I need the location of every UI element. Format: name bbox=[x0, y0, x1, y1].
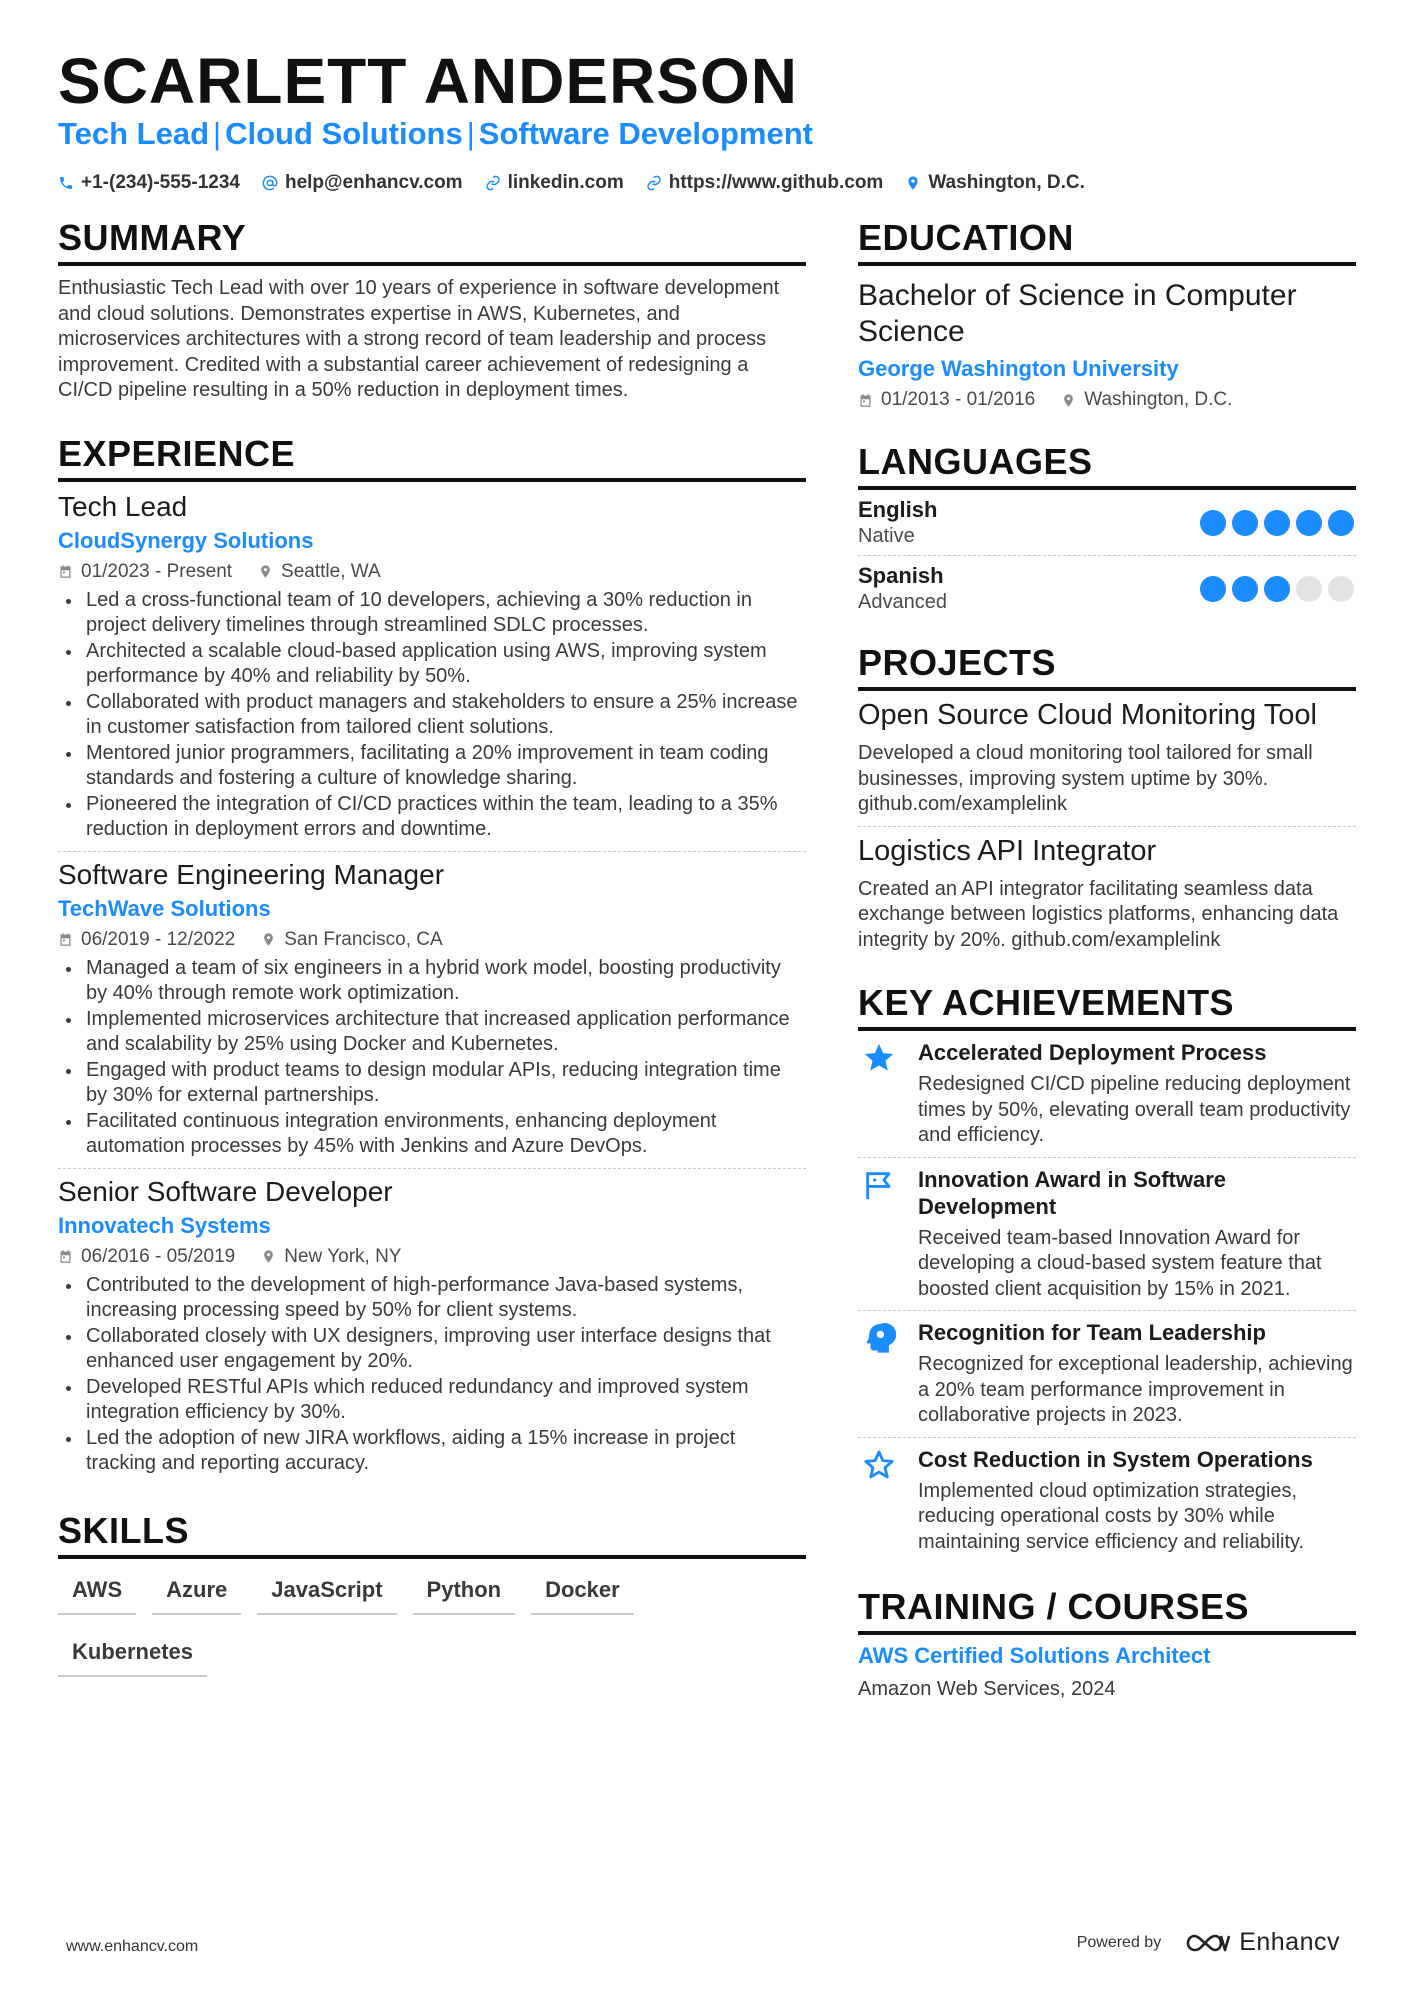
candidate-name: SCARLETT ANDERSON bbox=[58, 45, 798, 117]
achievement-title: Cost Reduction in System Operations bbox=[918, 1446, 1313, 1472]
project-description: Developed a cloud monitoring tool tailored for small businesses, improving system uptime by 30%. github.com/examplelink bbox=[858, 742, 1313, 815]
right-column bbox=[858, 218, 1356, 1703]
rating-dot-filled bbox=[1296, 510, 1322, 536]
enhancv-logo-icon bbox=[1185, 1932, 1231, 1954]
headline-focus-1: Cloud Solutions bbox=[225, 116, 463, 151]
training-heading: TRAINING / COURSES bbox=[858, 1587, 1356, 1635]
calendar-icon bbox=[858, 393, 873, 408]
job-title: Senior Software Developer bbox=[58, 1175, 393, 1207]
job-title: Software Engineering Manager bbox=[58, 858, 445, 890]
job-dates-text: 06/2016 - 05/2019 bbox=[81, 1245, 236, 1267]
education-location-text: Washington, D.C. bbox=[1084, 389, 1233, 410]
achievement-title: Recognition for Team Leadership bbox=[918, 1320, 1266, 1345]
job-meta bbox=[58, 926, 806, 954]
languages-heading: LANGUAGES bbox=[858, 442, 1356, 490]
training-section bbox=[858, 1587, 1356, 1703]
job-company: CloudSynergy Solutions bbox=[58, 527, 314, 553]
location-text: Washington, D.C. bbox=[928, 172, 1085, 193]
education-degree: Bachelor of Science in Computer Science bbox=[858, 279, 1297, 348]
job-dates bbox=[58, 1243, 235, 1271]
rating-dot-filled bbox=[1232, 576, 1258, 602]
job-dates-text: 01/2023 - Present bbox=[81, 560, 233, 582]
contact-phone[interactable] bbox=[58, 172, 240, 194]
location-pin-icon bbox=[905, 175, 921, 191]
phone-text: +1-(234)-555-1234 bbox=[81, 172, 240, 193]
course-title: AWS Certified Solutions Architect bbox=[858, 1643, 1211, 1668]
headline-separator: | bbox=[466, 116, 475, 151]
achievement-entry bbox=[858, 1310, 1356, 1437]
project-title: Logistics API Integrator bbox=[858, 834, 1157, 867]
education-meta bbox=[858, 386, 1356, 414]
job-dates bbox=[58, 558, 232, 586]
job-company: Innovatech Systems bbox=[58, 1212, 271, 1238]
linkedin-text: linkedin.com bbox=[507, 172, 624, 193]
language-level: Native bbox=[858, 525, 915, 547]
achievement-title: Innovation Award in Software Development bbox=[918, 1166, 1227, 1219]
job-location-text: Seattle, WA bbox=[281, 560, 381, 582]
flag-icon bbox=[862, 1168, 896, 1202]
footer-branding bbox=[1077, 1928, 1340, 1957]
job-bullets bbox=[58, 956, 806, 1160]
rating-dot-filled bbox=[1264, 510, 1290, 536]
job-bullets bbox=[58, 588, 806, 843]
project-entry bbox=[858, 826, 1356, 962]
achievement-title: Accelerated Deployment Process bbox=[918, 1040, 1267, 1065]
job-entry bbox=[58, 1168, 806, 1485]
achievement-entry bbox=[858, 1031, 1356, 1157]
language-name: English bbox=[858, 497, 938, 522]
head-icon bbox=[862, 1321, 896, 1355]
email-text: help@enhancv.com bbox=[284, 172, 463, 193]
job-meta bbox=[58, 558, 806, 586]
contact-bar bbox=[58, 168, 1085, 198]
job-bullet: Collaborated closely with UX designers, improving user interface designs that enhanced user engagement by 20%. bbox=[58, 1324, 806, 1375]
rating-dot-empty bbox=[1296, 576, 1322, 602]
brand-logo[interactable] bbox=[1185, 1928, 1340, 1957]
achievement-description: Recognized for exceptional leadership, achieving a 20% team performance improvement in collaborative projects in 2023. bbox=[918, 1353, 1353, 1426]
job-bullet: Led the adoption of new JIRA workflows, aiding a 15% increase in project tracking and reporting accuracy. bbox=[58, 1426, 806, 1477]
location-pin-icon bbox=[1061, 393, 1076, 408]
headline-focus-2: Software Development bbox=[478, 116, 813, 151]
job-bullet: Developed RESTful APIs which reduced redundancy and improved system integration efficiency by 30%. bbox=[58, 1375, 806, 1426]
skill-tag: JavaScript bbox=[257, 1569, 396, 1615]
rating-dot-filled bbox=[1200, 510, 1226, 536]
skills-heading: SKILLS bbox=[58, 1511, 806, 1559]
job-entry bbox=[58, 851, 806, 1168]
achievement-description: Received team-based Innovation Award for developing a cloud-based system feature that boosted client acquisition by 15% in 2021. bbox=[918, 1226, 1322, 1300]
projects-section bbox=[858, 643, 1356, 961]
job-location bbox=[258, 558, 381, 586]
job-location-text: New York, NY bbox=[284, 1245, 402, 1267]
language-rating bbox=[1200, 576, 1354, 602]
achievement-description: Implemented cloud optimization strategies, reducing operational costs by 30% while maintaining service efficiency and reliability. bbox=[918, 1479, 1305, 1553]
github-text: https://www.github.com bbox=[668, 172, 884, 193]
achievements-section bbox=[858, 983, 1356, 1563]
language-row bbox=[858, 490, 1356, 555]
language-rating bbox=[1200, 510, 1354, 536]
skill-tag: Kubernetes bbox=[58, 1631, 207, 1677]
job-location bbox=[261, 1243, 401, 1271]
job-entry bbox=[58, 490, 806, 851]
job-location-text: San Francisco, CA bbox=[284, 928, 443, 950]
education-dates-text: 01/2013 - 01/2016 bbox=[881, 389, 1036, 410]
summary-text: Enthusiastic Tech Lead with over 10 years of experience in software development and cloud solutions. Demonstrates expertise in AWS, Kubernetes, and microservices architectures with a strong record of team leadership and process improvement. Credited with a substantial career achievement of redesigning a CI/CD pipeline resulting in a 50% reduction in deployment times. bbox=[58, 277, 780, 401]
skill-tag: Azure bbox=[152, 1569, 241, 1615]
job-dates bbox=[58, 926, 235, 954]
education-location bbox=[1061, 386, 1232, 414]
calendar-icon bbox=[58, 564, 73, 579]
job-company: TechWave Solutions bbox=[58, 895, 271, 921]
achievement-description: Redesigned CI/CD pipeline reducing deployment times by 50%, elevating overall team productivity and efficiency. bbox=[918, 1073, 1351, 1146]
brand-name: Enhancv bbox=[1239, 1928, 1340, 1956]
job-bullet: Facilitated continuous integration environments, enhancing deployment automation processes by 45% with Jenkins and Azure DevOps. bbox=[58, 1109, 806, 1160]
projects-heading: PROJECTS bbox=[858, 643, 1356, 691]
rating-dot-empty bbox=[1328, 576, 1354, 602]
job-location bbox=[261, 926, 442, 954]
headline-separator: | bbox=[213, 116, 222, 151]
rating-dot-filled bbox=[1328, 510, 1354, 536]
achievements-heading: KEY ACHIEVEMENTS bbox=[858, 983, 1356, 1031]
contact-location bbox=[905, 172, 1085, 194]
job-bullet: Implemented microservices architecture that increased application performance and scalability by 25% using Docker and Kubernetes. bbox=[58, 1007, 806, 1058]
languages-section bbox=[858, 442, 1356, 621]
powered-by-text: Powered by bbox=[1076, 1933, 1162, 1951]
at-sign-icon bbox=[262, 175, 278, 191]
headline-role: Tech Lead bbox=[58, 116, 210, 151]
job-bullet: Led a cross-functional team of 10 developers, achieving a 30% reduction in project delivery timelines through streamlined SDLC processes. bbox=[58, 588, 806, 639]
phone-icon bbox=[58, 175, 74, 191]
job-bullet: Architected a scalable cloud-based application using AWS, improving system performance by 40% and reliability by 50%. bbox=[58, 639, 806, 690]
link-icon bbox=[485, 175, 501, 191]
language-row bbox=[858, 555, 1356, 621]
experience-section bbox=[58, 434, 806, 1485]
skills-section bbox=[58, 1511, 806, 1677]
job-bullet: Mentored junior programmers, facilitating a 20% improvement in team coding standards and fostering a culture of knowledge sharing. bbox=[58, 741, 806, 792]
project-entry bbox=[858, 691, 1356, 826]
left-column bbox=[58, 218, 806, 1677]
skills-list bbox=[58, 1569, 778, 1677]
job-title: Tech Lead bbox=[58, 490, 188, 522]
location-pin-icon bbox=[261, 1249, 276, 1264]
job-dates-text: 06/2019 - 12/2022 bbox=[81, 928, 236, 950]
job-bullet: Engaged with product teams to design modular APIs, reducing integration time by 30% for external partnerships. bbox=[58, 1058, 806, 1109]
job-bullets bbox=[58, 1273, 806, 1477]
language-name: Spanish bbox=[858, 563, 944, 588]
calendar-icon bbox=[58, 1249, 73, 1264]
experience-heading: EXPERIENCE bbox=[58, 434, 806, 482]
location-pin-icon bbox=[261, 932, 276, 947]
skill-tag: AWS bbox=[58, 1569, 136, 1615]
footer-site[interactable]: www.enhancv.com bbox=[66, 1938, 199, 1955]
achievement-entry bbox=[858, 1437, 1356, 1564]
education-section bbox=[858, 218, 1356, 414]
achievement-entry bbox=[858, 1157, 1356, 1311]
headline bbox=[58, 114, 813, 154]
skill-tag: Docker bbox=[531, 1569, 634, 1615]
contact-linkedin[interactable] bbox=[485, 172, 624, 194]
job-bullet: Contributed to the development of high-performance Java-based systems, increasing processing speed by 50% for client systems. bbox=[58, 1273, 806, 1324]
job-bullet: Managed a team of six engineers in a hybrid work model, boosting productivity by 40% through remote work optimization. bbox=[58, 956, 806, 1007]
education-heading: EDUCATION bbox=[858, 218, 1356, 266]
course-provider: Amazon Web Services, 2024 bbox=[858, 1678, 1116, 1700]
contact-github[interactable] bbox=[646, 172, 884, 194]
star-outline-icon bbox=[862, 1448, 896, 1482]
star-filled-icon bbox=[862, 1041, 896, 1075]
rating-dot-filled bbox=[1200, 576, 1226, 602]
rating-dot-filled bbox=[1264, 576, 1290, 602]
summary-heading: SUMMARY bbox=[58, 218, 806, 266]
education-dates bbox=[858, 386, 1035, 414]
project-description: Created an API integrator facilitating seamless data exchange between logistics platforms, enhancing data integrity by 20%. github.com/examplelink bbox=[858, 877, 1339, 951]
link-icon bbox=[646, 175, 662, 191]
education-school: George Washington University bbox=[858, 356, 1179, 381]
contact-email[interactable] bbox=[262, 172, 463, 194]
job-bullet: Pioneered the integration of CI/CD practices within the team, leading to a 35% reduction in deployment errors and downtime. bbox=[58, 792, 806, 843]
skill-tag: Python bbox=[413, 1569, 516, 1615]
job-bullet: Collaborated with product managers and stakeholders to ensure a 25% increase in customer satisfaction from tailored client solutions. bbox=[58, 690, 806, 741]
job-meta bbox=[58, 1243, 806, 1271]
language-level: Advanced bbox=[858, 591, 947, 613]
location-pin-icon bbox=[258, 564, 273, 579]
calendar-icon bbox=[58, 932, 73, 947]
summary-section bbox=[58, 218, 806, 404]
project-title: Open Source Cloud Monitoring Tool bbox=[858, 699, 1317, 731]
rating-dot-filled bbox=[1232, 510, 1258, 536]
